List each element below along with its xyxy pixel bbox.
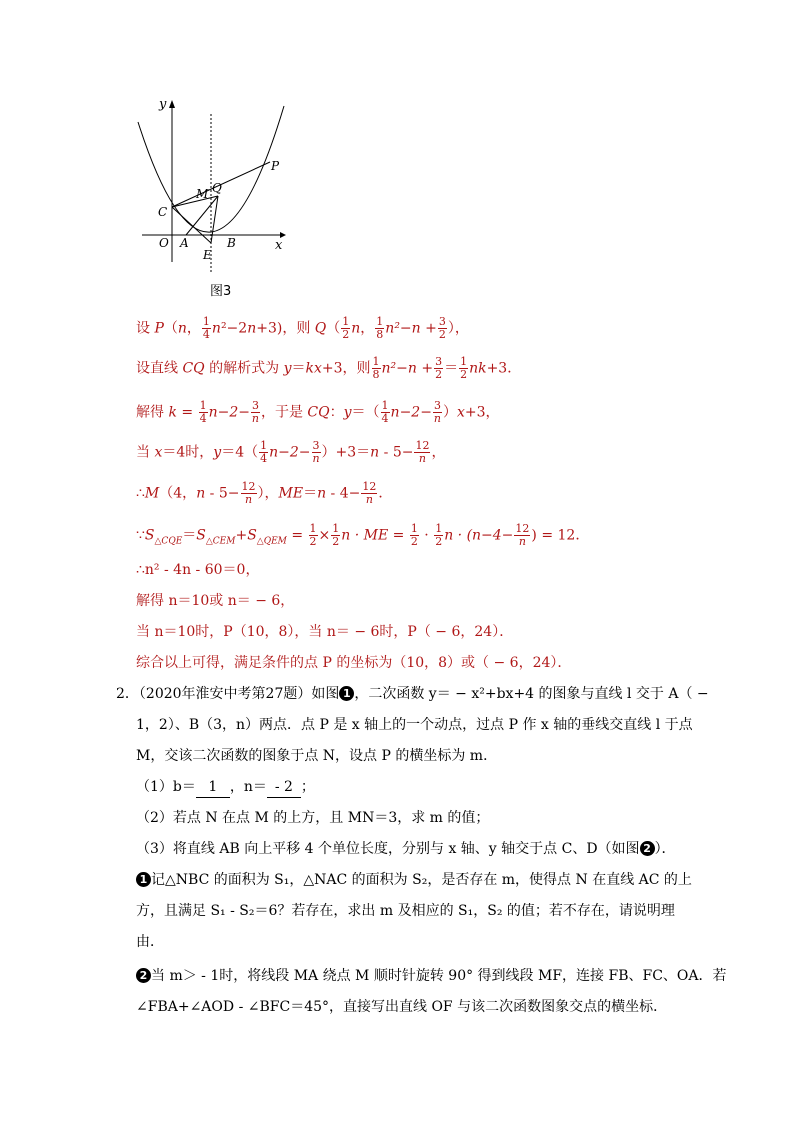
text: ） xyxy=(442,404,457,421)
fraction xyxy=(331,523,340,548)
text: ， xyxy=(431,444,446,461)
text: n xyxy=(247,320,257,337)
text: n−2− xyxy=(390,404,432,421)
label-O: O xyxy=(159,236,169,250)
subpart-2-line-2: ∠FBA+∠AOD - ∠BFC＝45°，直接写出直线 OF 与该二次函数图象交点的横坐标． xyxy=(136,999,668,1015)
denominator: n xyxy=(244,493,253,506)
answer-blank-b: 1 xyxy=(196,777,230,798)
text: ) = 12． xyxy=(531,527,590,544)
text: ）+3＝ xyxy=(321,444,371,461)
text: ）， xyxy=(447,320,469,337)
fraction xyxy=(312,440,321,465)
fraction xyxy=(241,481,257,506)
text: +3)，则 xyxy=(256,320,315,337)
part-3 xyxy=(136,839,676,859)
text: 解得 xyxy=(136,404,169,421)
text: ∵ xyxy=(136,527,145,544)
text: （ xyxy=(326,320,341,337)
text: S xyxy=(144,527,155,544)
text: S xyxy=(196,527,206,544)
text: n · xyxy=(341,527,364,544)
figure-caption: 图3 xyxy=(210,284,232,299)
circled-number: 1 xyxy=(136,872,151,887)
text: ＝4时， xyxy=(162,444,214,461)
text: ，二次函数 y＝ − x²+bx+4 的图象与直线 l 交于 A（ − xyxy=(354,686,709,702)
subpart-1-line-2: 方，且满足 S₁ - S₂＝6？若存在，求出 m 及相应的 S₁，S₂ 的值；若不存在，请说明理 xyxy=(136,903,675,919)
text: kx xyxy=(305,360,322,377)
numerator: 1 xyxy=(202,315,210,328)
denominator: n xyxy=(433,412,441,425)
circled-number: 2 xyxy=(640,841,655,856)
y-axis-arrow xyxy=(169,100,175,108)
text: = xyxy=(286,527,308,544)
denominator: n xyxy=(418,452,427,465)
text: n²−n + xyxy=(381,360,434,377)
label-P: P xyxy=(271,159,280,173)
text: 设直线 xyxy=(136,360,183,377)
label-E: E xyxy=(203,248,212,262)
text: 的解析式为 xyxy=(204,360,284,377)
numerator: 1 xyxy=(260,439,268,452)
solution-line-9: 当 n＝10时，P（10，8），当 n＝ − 6时，P（ − 6，24）． xyxy=(136,624,514,640)
denominator: 2 xyxy=(309,535,317,548)
solution-line-5 xyxy=(136,481,736,506)
numerator: 3 xyxy=(251,399,259,412)
text: +3． xyxy=(486,360,522,377)
numerator: 1 xyxy=(342,315,350,328)
text: - 5− xyxy=(205,485,240,502)
numerator: 1 xyxy=(381,399,389,412)
text: - 4− xyxy=(326,485,361,502)
denominator: n xyxy=(518,535,526,548)
subpart-1-line-3: 由． xyxy=(136,934,164,950)
denominator: 2 xyxy=(435,368,443,381)
denominator: 4 xyxy=(381,412,389,425)
text: ＝ xyxy=(444,360,459,377)
text: n xyxy=(211,320,221,337)
fraction xyxy=(361,481,377,506)
denominator: 2 xyxy=(332,535,340,548)
numerator: 3 xyxy=(433,399,441,412)
text: ； xyxy=(300,779,315,795)
numerator: 12 xyxy=(415,439,430,452)
solution-line-6 xyxy=(136,523,736,551)
text: y xyxy=(283,360,292,377)
text: n xyxy=(177,320,187,337)
text: Q xyxy=(314,320,327,337)
parabola-figure xyxy=(132,92,292,277)
solution-line-4 xyxy=(136,440,736,465)
numerator: 1 xyxy=(460,355,468,368)
denominator: 2 xyxy=(435,535,443,548)
text: ， xyxy=(186,320,201,337)
denominator: n xyxy=(251,412,260,425)
question-line-1 xyxy=(116,684,709,704)
text: +3，则 xyxy=(321,360,371,377)
text: CQ xyxy=(307,404,330,421)
text: ： xyxy=(329,404,344,421)
denominator: 2 xyxy=(410,535,418,548)
text: ，于是 xyxy=(260,404,308,421)
text: y xyxy=(343,404,352,421)
label-y: y xyxy=(159,97,167,112)
text: n · (n−4− xyxy=(444,527,514,544)
label-C: C xyxy=(158,205,168,219)
denominator: n xyxy=(312,452,320,465)
text: ， xyxy=(360,320,375,337)
text: n xyxy=(196,485,206,502)
line-CQ xyxy=(172,196,218,207)
numerator: 3 xyxy=(438,315,446,328)
text: n−2− xyxy=(269,444,311,461)
label-x: x xyxy=(275,238,283,253)
numerator: 1 xyxy=(410,522,418,535)
solution-line-8: 解得 n＝10或 n＝ − 6， xyxy=(136,593,295,609)
text: 设 xyxy=(136,320,155,337)
denominator: 2 xyxy=(342,328,350,341)
text: （3）将直线 AB 向上平移 4 个单位长度，分别与 x 轴、y 轴交于点 C、D（如图 xyxy=(136,841,640,857)
fraction xyxy=(434,356,443,381)
fraction xyxy=(372,356,381,381)
fraction xyxy=(514,523,530,548)
text: +3， xyxy=(464,404,500,421)
fraction xyxy=(410,523,419,548)
denominator: 4 xyxy=(202,328,210,341)
text: ． xyxy=(378,485,393,502)
text: · xyxy=(419,527,434,544)
fraction xyxy=(202,316,211,341)
text: n²−n + xyxy=(385,320,437,337)
circled-number: 1 xyxy=(339,686,354,701)
text: CQ xyxy=(182,360,205,377)
text: 记△NBC 的面积为 S₁，△NAC 的面积为 S₂，是否存在 m，使得点 N 在直线 AC 的上 xyxy=(151,872,692,888)
question-line-3: M，交该二次函数的图象于点 N，设点 P 的横坐标为 m． xyxy=(136,748,498,764)
text: P xyxy=(154,320,164,337)
circled-number: 2 xyxy=(136,968,151,983)
text: n−2− xyxy=(208,404,250,421)
solution-line-1 xyxy=(136,316,736,341)
numerator: 1 xyxy=(332,522,340,535)
denominator: 2 xyxy=(460,368,468,381)
solution-line-3 xyxy=(136,400,736,425)
fraction xyxy=(438,316,447,341)
numerator: 3 xyxy=(312,439,320,452)
subscript: △CQE xyxy=(154,536,183,547)
fraction xyxy=(309,523,318,548)
text: = xyxy=(388,527,409,544)
text: ＝4（ xyxy=(221,444,259,461)
denominator: 8 xyxy=(376,328,384,341)
text: nk xyxy=(469,360,487,377)
text: ²−2 xyxy=(220,320,248,337)
text: ＝（ xyxy=(351,404,380,421)
solution-line-7: ∴n² - 4n - 60＝0， xyxy=(136,562,260,578)
text: ）． xyxy=(654,841,676,857)
answer-blank-n: - 2 xyxy=(267,777,301,798)
denominator: n xyxy=(365,493,373,506)
subpart-2-line-1 xyxy=(136,966,727,986)
fraction xyxy=(341,316,350,341)
solution-line-2 xyxy=(136,356,736,381)
numerator: 3 xyxy=(435,355,443,368)
denominator: 4 xyxy=(199,412,207,425)
text: n xyxy=(317,485,327,502)
text: ME xyxy=(278,485,304,502)
text: k xyxy=(168,404,177,421)
part-1 xyxy=(136,777,315,798)
subscript: △CEM xyxy=(205,536,236,547)
fraction xyxy=(199,400,208,425)
numerator: 1 xyxy=(199,399,207,412)
text: × xyxy=(318,527,331,544)
text: （ xyxy=(163,320,178,337)
text: 2．（2020年淮安中考第27题）如图 xyxy=(116,686,340,702)
text: n xyxy=(370,444,380,461)
numerator: 12 xyxy=(241,480,256,493)
text: ）， xyxy=(257,485,279,502)
text: x xyxy=(154,444,163,461)
numerator: 12 xyxy=(515,522,530,535)
text: y xyxy=(213,444,222,461)
fraction xyxy=(459,356,468,381)
numerator: 1 xyxy=(372,355,380,368)
label-B: B xyxy=(227,236,236,250)
numerator: 1 xyxy=(376,315,384,328)
text: （1）b＝ xyxy=(136,779,196,795)
text: + xyxy=(235,527,248,544)
numerator: 12 xyxy=(362,480,377,493)
fraction xyxy=(381,400,390,425)
fraction xyxy=(433,400,442,425)
part-2: （2）若点 N 在点 M 的上方，且 MN＝3，求 m 的值； xyxy=(136,810,490,826)
label-M: M xyxy=(196,187,209,201)
text: ＝ xyxy=(303,485,318,502)
text: = xyxy=(176,404,198,421)
text: （4， xyxy=(159,485,197,502)
label-A: A xyxy=(180,236,189,250)
numerator: 1 xyxy=(309,522,317,535)
fraction xyxy=(375,316,384,341)
denominator: 8 xyxy=(372,368,380,381)
text: ＝ xyxy=(291,360,306,377)
numerator: 1 xyxy=(435,522,443,535)
text: ，n＝ xyxy=(229,779,267,795)
text: n xyxy=(351,320,361,337)
label-Q: Q xyxy=(212,181,222,195)
denominator: 4 xyxy=(260,452,268,465)
text: - 5− xyxy=(379,444,414,461)
solution-line-10: 综合以上可得，满足条件的点 P 的坐标为（10，8）或（ − 6，24）． xyxy=(136,655,572,671)
fraction xyxy=(251,400,260,425)
text: ∴ xyxy=(136,485,145,502)
text: M xyxy=(144,485,160,502)
text: 当 m＞ - 1时，将线段 MA 绕点 M 顺时针旋转 90° 得到线段 MF，连接 FB、FC、OA．若 xyxy=(151,968,727,984)
subscript: △QEM xyxy=(256,536,287,547)
denominator: 2 xyxy=(438,328,446,341)
text: x xyxy=(456,404,465,421)
text: S xyxy=(247,527,257,544)
fraction xyxy=(259,440,268,465)
question-line-2: 1，2）、B（3，n）两点．点 P 是 x 轴上的一个动点，过点 P 作 x 轴的垂线交直线 l 于点 xyxy=(136,717,693,733)
text: ME xyxy=(363,527,389,544)
fraction xyxy=(414,440,430,465)
text: ＝ xyxy=(182,527,197,544)
fraction xyxy=(434,523,443,548)
text: 当 xyxy=(136,444,155,461)
subpart-1-line-1 xyxy=(136,870,692,890)
